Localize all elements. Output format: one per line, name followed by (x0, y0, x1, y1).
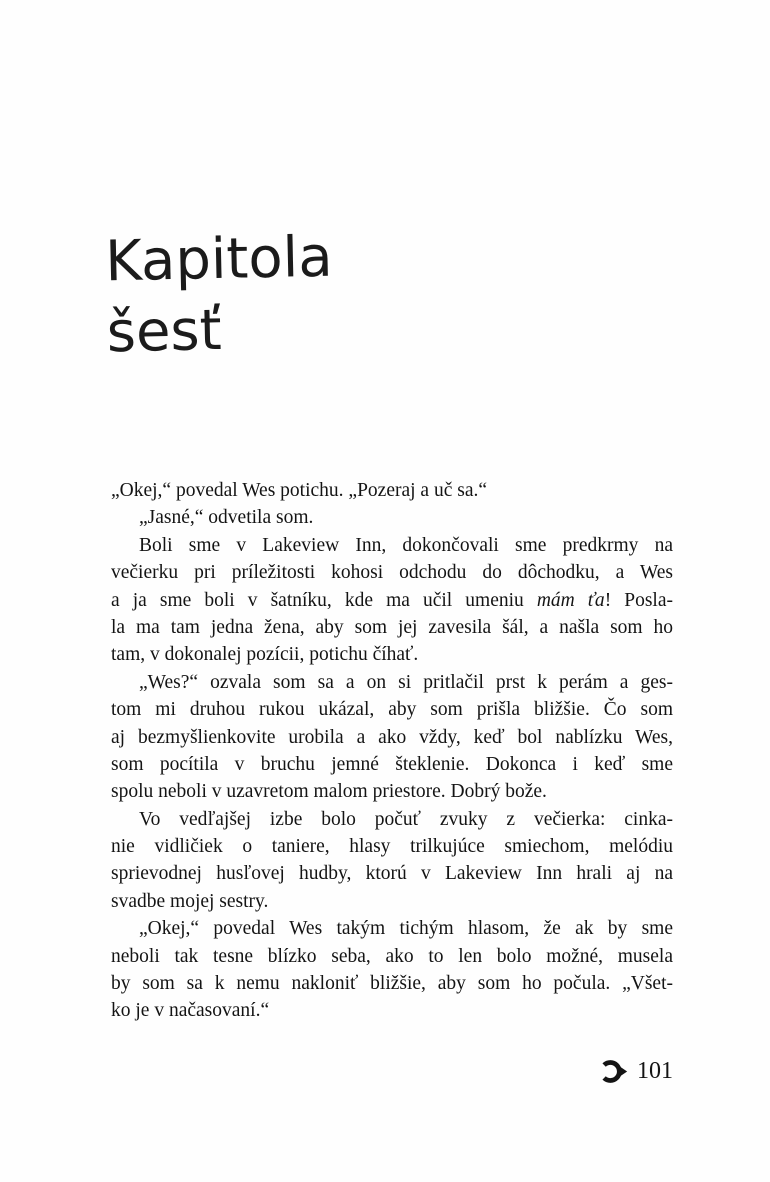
italic-text: mám ťa (536, 589, 605, 611)
text-segment: večierku pri príležitosti kohosi odchodu do dôchodku, a Wes (111, 562, 673, 584)
text-line (111, 614, 673, 641)
text-segment: som pocítila v bruchu jemné šteklenie. Dokonca i keď sme (111, 753, 673, 775)
text-segment: tam, v dokonalej pozícii, potichu číhať. (111, 644, 419, 666)
text-segment: „Okej,“ povedal Wes potichu. „Pozeraj a uč sa.“ (111, 480, 488, 501)
chapter-heading (105, 222, 335, 369)
text-line (111, 477, 673, 504)
text-segment: ! Posla- (604, 589, 673, 611)
text-line (111, 915, 673, 942)
text-segment: ko je v načasovaní.“ (111, 1000, 270, 1022)
text-line (111, 997, 673, 1024)
text-segment: tom mi druhou rukou ukázal, aby som prišla bližšie. Čo som (111, 699, 673, 721)
text-segment: svadbe mojej sestry. (111, 890, 269, 912)
arrow-ring-icon (599, 1059, 628, 1084)
text-segment: by som sa k nemu nakloniť bližšie, aby som ho počula. „Všet- (111, 973, 673, 995)
text-line (111, 778, 673, 805)
chapter-heading-line2: šesť (106, 297, 223, 366)
text-segment: Vo vedľajšej izbe bolo počuť zvuky z večierka: cinka- (139, 808, 673, 830)
text-line (111, 669, 673, 696)
text-segment: „Jasné,“ odvetila som. (139, 507, 314, 529)
text-line (111, 806, 673, 833)
text-line (111, 696, 673, 723)
text-line (111, 751, 673, 778)
text-line (111, 860, 673, 887)
text-line (111, 532, 673, 559)
text-line (111, 970, 673, 997)
body-text (111, 477, 673, 1025)
text-line (111, 943, 673, 970)
text-segment: la ma tam jedna žena, aby som jej zavesila šál, a našla som ho (111, 616, 673, 638)
text-segment: sprievodnej husľovej hudby, ktorú v Lakeview Inn hrali aj na (111, 863, 673, 885)
text-segment: aj bezmyšlienkovite urobila a ako vždy, keď bol nablízku Wes, (111, 726, 673, 748)
chapter-heading-line1: Kapitola (104, 224, 334, 295)
page-footer (111, 1059, 673, 1084)
text-segment: „Okej,“ povedal Wes takým tichým hlasom, že ak by sme (139, 918, 673, 940)
text-line (111, 833, 673, 860)
text-segment: spolu neboli v uzavretom malom priestore. Dobrý bože. (111, 781, 547, 803)
text-line (111, 724, 673, 751)
text-segment: „Wes?“ ozvala som sa a on si pritlačil prst k perám a ges- (139, 671, 673, 693)
text-line (111, 504, 673, 531)
text-segment: a ja sme boli v šatníku, kde ma učil umeniu (111, 589, 537, 611)
text-line (111, 888, 673, 915)
text-segment: neboli tak tesne blízko seba, ako to len bolo možné, musela (111, 945, 673, 967)
text-line (111, 641, 673, 668)
text-line (111, 559, 673, 586)
text-line (111, 587, 673, 614)
text-segment: nie vidličiek o taniere, hlasy trilkujúce smiechom, melódiu (111, 836, 673, 858)
page-number: 101 (637, 1058, 673, 1084)
text-segment: Boli sme v Lakeview Inn, dokončovali sme predkrmy na (139, 534, 673, 556)
